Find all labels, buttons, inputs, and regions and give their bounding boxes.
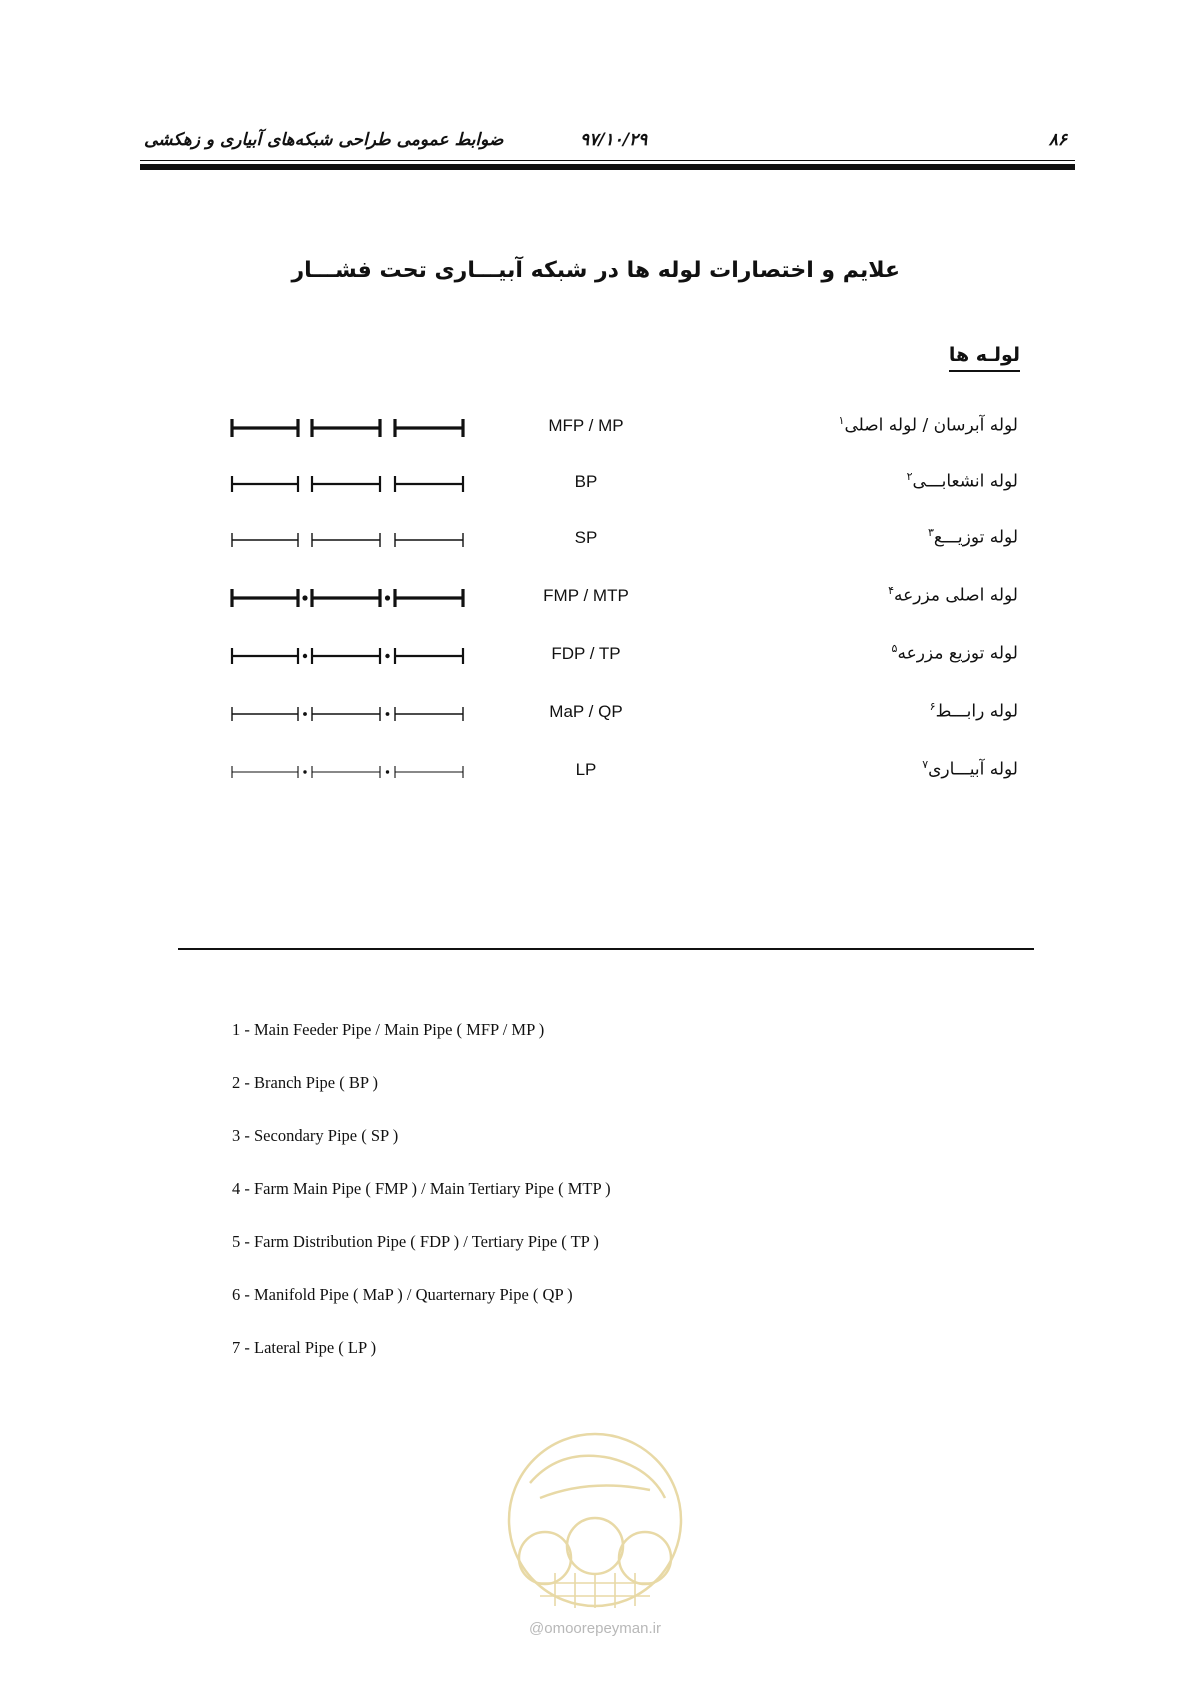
- pipe-row-fdp: [0, 636, 1190, 676]
- page-number: ۸۶: [1048, 130, 1067, 150]
- footnote-item: 4 - Farm Main Pipe ( FMP ) / Main Tertiary Pipe ( MTP ): [232, 1179, 611, 1198]
- page-header: [140, 128, 1075, 156]
- footnote-item: 1 - Main Feeder Pipe / Main Pipe ( MFP / MP ): [232, 1020, 545, 1039]
- pipe-abbr: MFP / MP: [548, 416, 624, 435]
- footnote-item: 2 - Branch Pipe ( BP ): [232, 1073, 379, 1092]
- pipe-name: لوله توزیـــع$^۳$: [927, 526, 1018, 548]
- pipe-name: لوله آبرسان / لوله اصلی$^۱$: [838, 414, 1018, 436]
- pipe-symbol-icon: [230, 694, 480, 734]
- pipe-abbr: LP: [575, 760, 597, 779]
- pipe-row-map: [0, 694, 1190, 734]
- watermark-logo-icon: [500, 1428, 690, 1613]
- pipe-symbol-icon: [230, 636, 480, 676]
- pipe-abbr: FDP / TP: [551, 644, 621, 663]
- pipe-name: لوله آبیـــاری$^۷$: [922, 758, 1018, 780]
- footnote-item: 6 - Manifold Pipe ( MaP ) / Quarternary Pipe ( QP ): [232, 1285, 573, 1304]
- section-title: لولـه ها: [949, 344, 1020, 372]
- pipe-symbol-icon: [230, 464, 480, 504]
- header-date: ۹۷/۱۰/۲۹: [580, 130, 648, 150]
- footnote-separator: [178, 948, 1034, 950]
- pipe-abbr: SP: [574, 528, 598, 547]
- pipe-abbr: FMP / MTP: [543, 586, 629, 605]
- pipe-row-lp: [0, 752, 1190, 792]
- pipe-row-fmp: [0, 578, 1190, 618]
- pipe-name: لوله توزیع مزرعه$^۵$: [891, 642, 1018, 664]
- footnote-list: [232, 1020, 611, 1391]
- pipe-name: لوله رابـــط$^۶$: [929, 700, 1018, 722]
- footnote-item: 5 - Farm Distribution Pipe ( FDP ) / Tertiary Pipe ( TP ): [232, 1232, 599, 1251]
- header-title: ضوابط عمومی طراحی شبکه‌های آبیاری و زهکشی: [144, 130, 504, 150]
- pipe-name: لوله انشعابـــی$^۲$: [906, 470, 1018, 492]
- pipe-row-bp: [0, 464, 1190, 504]
- pipe-symbol-icon: [230, 578, 480, 618]
- pipe-name: لوله اصلی مزرعه$^۴$: [888, 584, 1018, 606]
- header-rule-thick: [140, 164, 1075, 170]
- pipe-symbol-icon: [230, 752, 480, 792]
- page-title: علایم و اختصارات لوله ها در شبکه آبیـــاری تحت فشـــار: [291, 258, 900, 283]
- pipe-symbol-icon: [230, 408, 480, 448]
- pipe-row-mfp: [0, 408, 1190, 448]
- pipe-row-sp: [0, 520, 1190, 560]
- pipe-abbr: BP: [574, 472, 598, 491]
- header-rule-thin: [140, 160, 1075, 161]
- pipe-symbol-icon: [230, 520, 480, 560]
- pipe-abbr: MaP / QP: [549, 702, 623, 721]
- watermark-url: @omoorepeyman.ir: [529, 1620, 661, 1637]
- footnote-item: 3 - Secondary Pipe ( SP ): [232, 1126, 399, 1145]
- footnote-item: 7 - Lateral Pipe ( LP ): [232, 1338, 377, 1357]
